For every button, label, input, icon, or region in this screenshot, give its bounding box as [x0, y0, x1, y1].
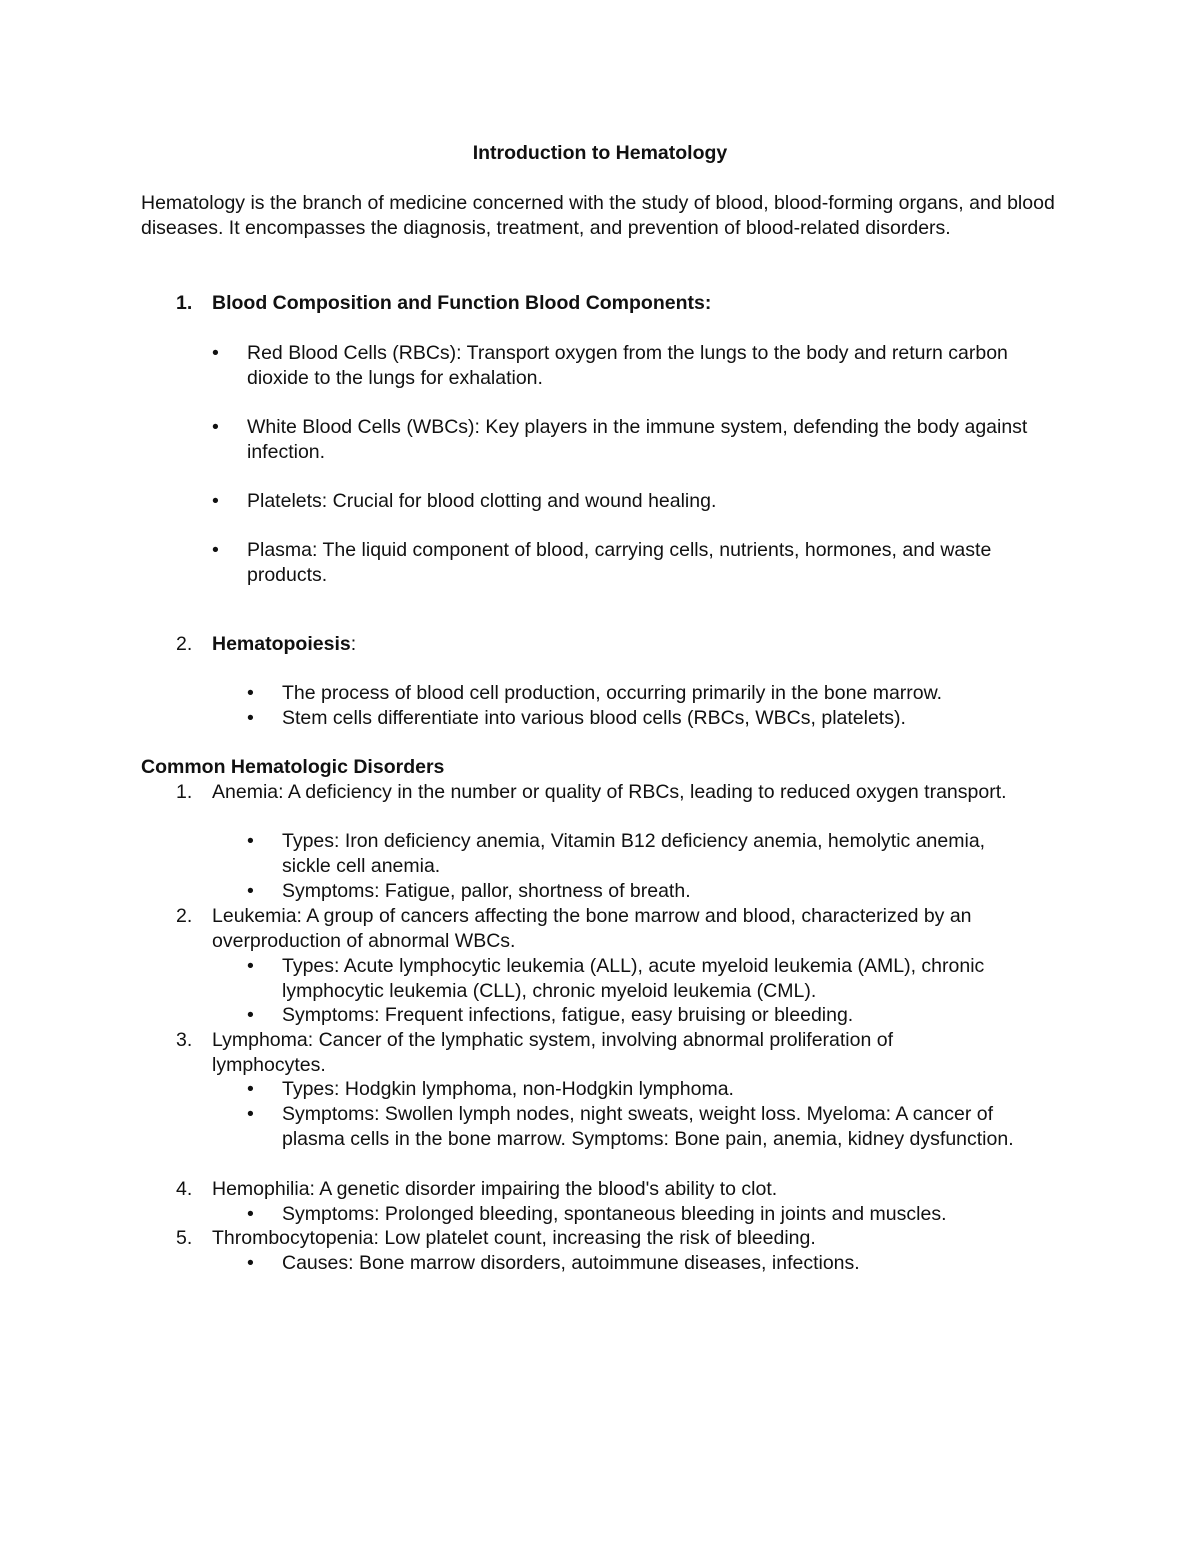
bullet-text: Plasma: The liquid component of blood, carrying cells, nutrients, hormones, and waste products. — [247, 539, 992, 586]
bullet-icon: • — [247, 1078, 254, 1100]
bullet-text: Types: Iron deficiency anemia, Vitamin B12 deficiency anemia, hemolytic anemia, sickle cell anemia. — [282, 830, 986, 877]
bullet-text: Types: Hodgkin lymphoma, non-Hodgkin lymphoma. — [282, 1078, 734, 1100]
disorders-heading: Common Hematologic Disorders — [141, 756, 445, 778]
intro-paragraph: Hematology is the branch of medicine concerned with the study of blood, blood-forming organs, and blood diseases. It encompasses the diagnosis, treatment, and prevention of blood-related disorders. — [141, 192, 1055, 239]
bullet-icon: • — [247, 707, 254, 729]
bullet-icon: • — [247, 1203, 254, 1225]
bullet-icon: • — [212, 416, 219, 438]
bullet-text: Symptoms: Prolonged bleeding, spontaneous bleeding in joints and muscles. — [282, 1203, 947, 1225]
bullet-text: Platelets: Crucial for blood clotting and wound healing. — [247, 490, 717, 512]
section-1-heading-row — [141, 291, 1061, 317]
bullet-icon: • — [247, 1252, 254, 1274]
bullet-text: Types: Acute lymphocytic leukemia (ALL), acute myeloid leukemia (AML), chronic lymphocytic leukemia (CLL), chronic myeloid leukemia (CML). — [282, 955, 985, 1002]
bullet-icon: • — [247, 955, 254, 977]
bullet-text: The process of blood cell production, occurring primarily in the bone marrow. — [282, 682, 943, 704]
bullet-icon: • — [247, 1004, 254, 1026]
disorder-text: Leukemia: A group of cancers affecting the bone marrow and blood, characterized by an overproduction of abnormal WBCs. — [212, 905, 972, 952]
bullet-icon: • — [247, 830, 254, 852]
bullet-icon: • — [247, 682, 254, 704]
disorder-text: Lymphoma: Cancer of the lymphatic system, involving abnormal proliferation of lymphocytes. — [212, 1029, 894, 1076]
bullet-icon: • — [212, 342, 219, 364]
bullet-icon: • — [212, 490, 219, 512]
section-2-heading-colon: : — [350, 633, 357, 655]
bullet-text: White Blood Cells (WBCs): Key players in the immune system, defending the body against infection. — [247, 416, 1028, 463]
bullet-text: Symptoms: Swollen lymph nodes, night sweats, weight loss. Myeloma: A cancer of plasma cells in the bone marrow. Symptoms: Bone pain, anemia, kidney dysfunction. — [282, 1103, 1014, 1150]
section-1-heading: Blood Composition and Function Blood Components: — [212, 292, 712, 314]
disorder-text: Anemia: A deficiency in the number or quality of RBCs, leading to reduced oxygen transport. — [212, 781, 1007, 803]
disorder-number: 5. — [176, 1227, 193, 1249]
disorder-number: 1. — [176, 781, 193, 803]
bullet-icon: • — [247, 880, 254, 902]
disorder-number: 3. — [176, 1029, 193, 1051]
bullet-icon: • — [212, 539, 219, 561]
section-2-heading-text: Hematopoiesis — [212, 633, 351, 655]
section-2-heading — [212, 632, 356, 657]
bullet-text: Stem cells differentiate into various blood cells (RBCs, WBCs, platelets). — [282, 707, 906, 729]
document-title: Introduction to Hematology — [472, 142, 728, 164]
section-2-heading-row — [141, 632, 1061, 658]
bullet-text: Symptoms: Frequent infections, fatigue, easy bruising or bleeding. — [282, 1004, 854, 1026]
section-1-number: 1. — [176, 292, 193, 314]
bullet-text: Causes: Bone marrow disorders, autoimmune diseases, infections. — [282, 1252, 860, 1274]
bullet-text: Red Blood Cells (RBCs): Transport oxygen from the lungs to the body and return carbon dioxide to the lungs for exhalation. — [247, 342, 1008, 389]
bullet-text: Symptoms: Fatigue, pallor, shortness of breath. — [282, 880, 691, 902]
disorder-number: 2. — [176, 905, 193, 927]
bullet-icon: • — [247, 1103, 254, 1125]
disorder-text: Hemophilia: A genetic disorder impairing the blood's ability to clot. — [212, 1178, 778, 1200]
section-2-number: 2. — [176, 633, 193, 655]
disorder-number: 4. — [176, 1178, 193, 1200]
disorder-text: Thrombocytopenia: Low platelet count, increasing the risk of bleeding. — [212, 1227, 816, 1249]
